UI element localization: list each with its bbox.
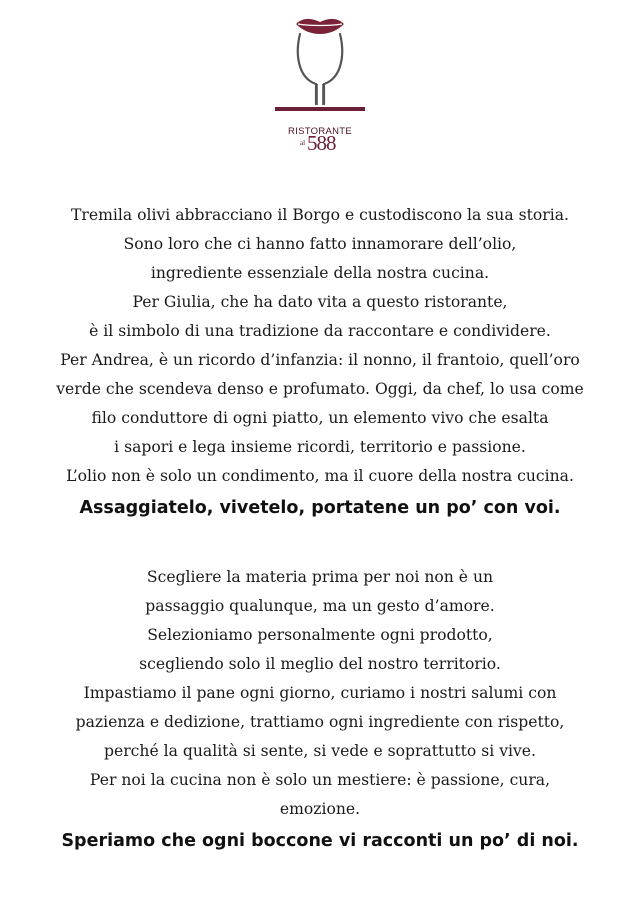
logo-name: RISTORANTE <box>287 126 353 137</box>
text-line: Selezioniamo personalmente ogni prodotto, <box>147 626 493 644</box>
glass-bowl-icon <box>298 34 342 104</box>
text-line: Impastiamo il pane ogni giorno, curiamo i nostri salumi con <box>83 684 557 702</box>
text-line: Tremila olivi abbracciano il Borgo e custodiscono la sua storia. <box>71 206 569 224</box>
text-line: Sono loro che ci hanno fatto innamorare dell’olio, <box>123 235 517 253</box>
olive-oil-paragraph <box>0 201 640 525</box>
text-line: Per Andrea, è un ricordo d’infanzia: il nonno, il frantoio, quell’oro <box>60 351 580 369</box>
logo-number: 588 <box>307 131 336 155</box>
text-line: filo conduttore di ogni piatto, un elemento vivo che esalta <box>91 409 549 427</box>
text-line: perché la qualità si sente, si vede e soprattutto si vive. <box>104 742 536 760</box>
text-line: è il simbolo di una tradizione da raccontare e condividere. <box>89 322 551 340</box>
text-line: ingrediente essenziale della nostra cucina. <box>150 264 490 282</box>
wine-glass-lips-icon <box>270 14 370 126</box>
tagline-olive-oil: Assaggiatelo, vivetelo, portatene un po’ con voi. <box>79 498 561 518</box>
lips-icon <box>296 19 344 34</box>
text-line: emozione. <box>279 800 361 818</box>
logo-prefix: al <box>300 139 306 147</box>
text-line: Per Giulia, che ha dato vita a questo ristorante, <box>132 293 508 311</box>
text-line: pazienza e dedizione, trattiamo ogni ingrediente con rispetto, <box>75 713 565 731</box>
text-line: Per noi la cucina non è solo un mestiere: è passione, cura, <box>89 771 551 789</box>
text-line: scegliendo solo il meglio del nostro territorio. <box>139 655 501 673</box>
text-line: L’olio non è solo un condimento, ma il cuore della nostra cucina. <box>66 467 574 485</box>
glass-base-icon <box>275 107 365 111</box>
tagline-ingredients: Speriamo che ogni boccone vi racconti un po’ di noi. <box>61 831 579 851</box>
ingredients-paragraph <box>0 563 640 858</box>
text-line: Scegliere la materia prima per noi non è un <box>146 568 494 586</box>
text-line: passaggio qualunque, ma un gesto d’amore. <box>145 597 495 615</box>
text-line: i sapori e lega insieme ricordi, territorio e passione. <box>114 438 526 456</box>
restaurant-logo <box>270 14 370 164</box>
text-line: verde che scendeva denso e profumato. Oggi, da chef, lo usa come <box>56 380 584 398</box>
